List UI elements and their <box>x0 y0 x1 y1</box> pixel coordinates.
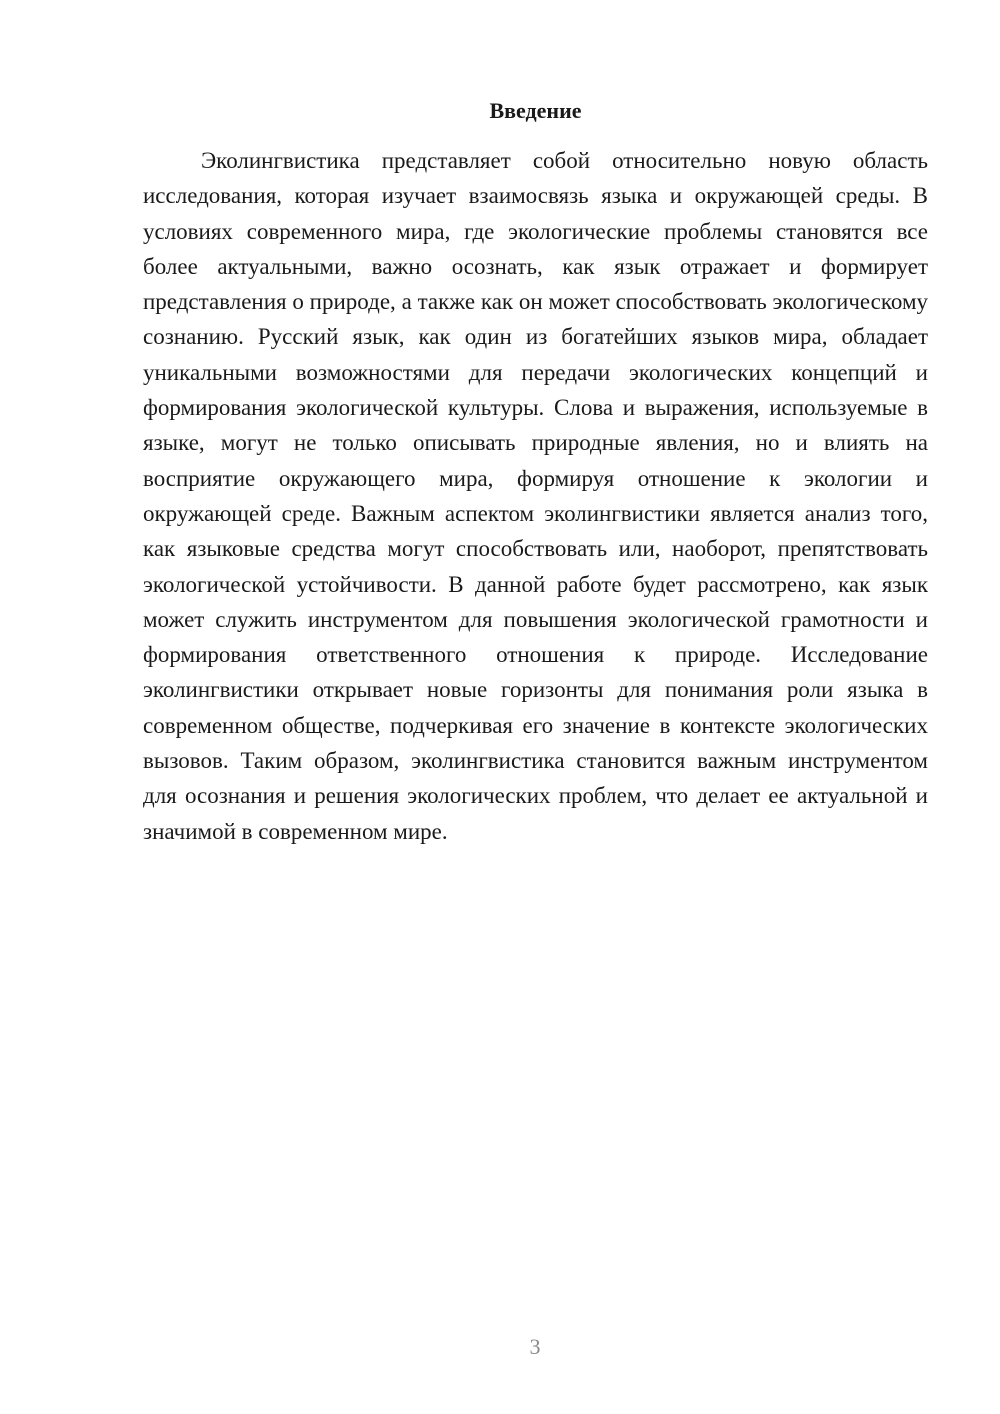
section-title: Введение <box>489 98 582 123</box>
body-paragraph: Эколингвистика представляет собой относительно новую область исследования, которая изучает взаимосвязь языка и окружающей среды. В условиях современного мира, где экологические проблемы становятся все более актуальными, важно осознать, как язык отражает и формирует представления о природе, а также как он может способствовать экологическому сознанию. Русский язык, как один из богатейших языков мира, обладает уникальными возможностями для передачи экологических концепций и формирования экологической культуры. Слова и выражения, используемые в языке, могут не только описывать природные явления, но и влиять на восприятие окружающего мира, формируя отношение к экологии и окружающей среде. Важным аспектом эколингвистики является анализ того, как языковые средства могут способствовать или, наоборот, препятствовать экологической устойчивости. В данной работе будет рассмотрено, как язык может служить инструментом для повышения экологической грамотности и формирования ответственного отношения к природе. Исследование эколингвистики открывает новые горизонты для понимания роли языка в современном обществе, подчеркивая его значение в контексте экологических вызовов. Таким образом, эколингвистика становится важным инструментом для осознания и решения экологических проблем, что делает ее актуальной и значимой в современном мире. <box>143 148 928 844</box>
page-number: 3 <box>529 1334 541 1359</box>
